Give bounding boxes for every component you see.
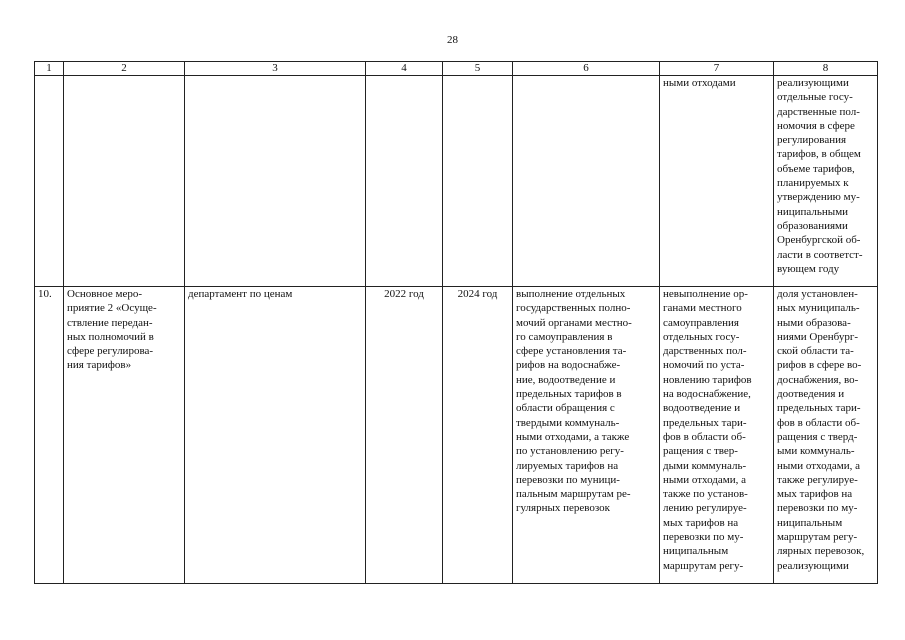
page-number: 28 [447,34,458,46]
cell-consequences: ными отходами [660,76,774,287]
cell-expected-result [513,76,660,287]
column-header-6: 6 [513,62,660,76]
column-header-4: 4 [366,62,443,76]
cell-end-year: 2024 год [443,287,513,584]
column-header-3: 3 [185,62,366,76]
column-number-row [35,62,878,76]
cell-end-year [443,76,513,287]
cell-start-year [366,76,443,287]
table-row [35,287,878,584]
column-header-7: 7 [660,62,774,76]
table-row [35,76,878,287]
cell-consequences: невыполнение ор- ганами местного самоуправления отдельных госу- дарственных пол- номочий по уста- новлению тарифов на водоснабжение, водоотведение и предельных тари- фов в области об- ращения с твер- дыми коммуналь- ными отходами, а также по установ- лению регулируе- мых тарифов на перевозки по му- ниципальным маршрутам регу- [660,287,774,584]
cell-executor [185,76,366,287]
column-header-2: 2 [64,62,185,76]
cell-executor: департамент по ценам [185,287,366,584]
cell-expected-result: выполнение отдельных государственных полно- мочий органами местно- го самоуправления в сфере установления та- рифов на водоснабже- ние, водоотведение и предельных тарифов в области обращения с твердыми коммуналь- ными отходами, а также по установлению регу- лируемых тарифов на перевозки по муници- пальным маршрутам ре- гулярных перевозок [513,287,660,584]
column-header-5: 5 [443,62,513,76]
column-header-1: 1 [35,62,64,76]
cell-indicator: реализующими отдельные госу- дарственные пол- номочия в сфере регулирования тарифов, в общем объеме тарифов, планируемых к утверждению му- ниципальными образованиями Оренбургской об- ласти в соответст- вующем году [774,76,878,287]
cell-indicator: доля установлен- ных муниципаль- ными образова- ниями Оренбург- ской области та- рифов в сфере во- доснабжения, во- доотведения и предельных тари- фов в области об- ращения с тверд- ыми коммуналь- ными отходами, а также регулируе- мых тарифов на перевозки по му- ниципальным маршрутам регу- лярных перевозок, реализующими [774,287,878,584]
column-header-8: 8 [774,62,878,76]
cell-number [35,76,64,287]
cell-start-year: 2022 год [366,287,443,584]
cell-measure-name [64,76,185,287]
cell-number: 10. [35,287,64,584]
measures-table [34,61,878,584]
cell-measure-name: Основное меро- приятие 2 «Осуще- ствление передан- ных полномочий в сфере регулирова- ния тарифов» [64,287,185,584]
